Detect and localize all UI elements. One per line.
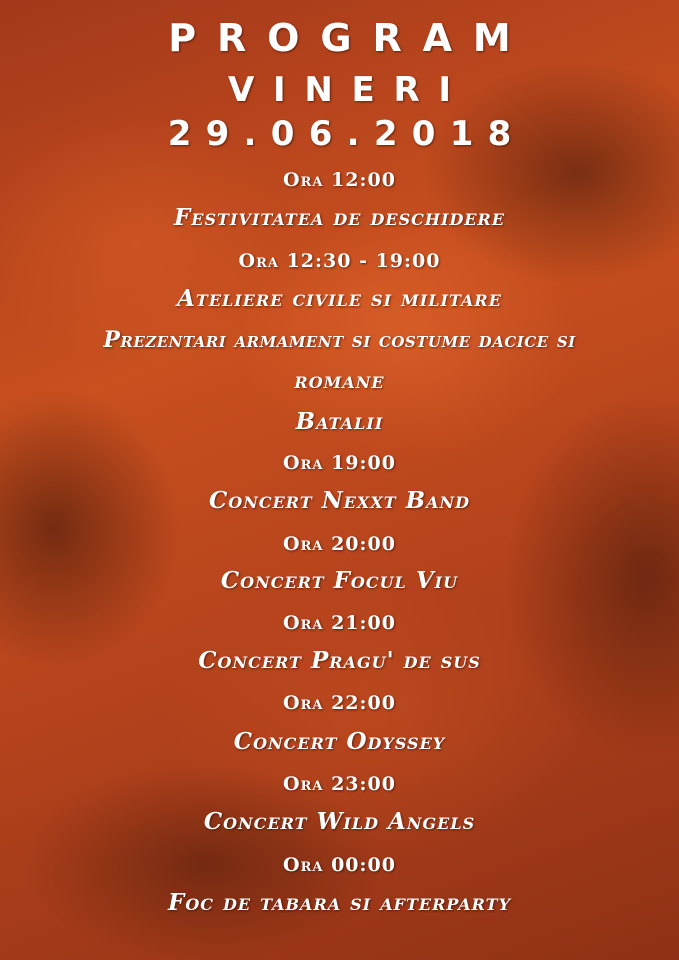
program-day: VINERI xyxy=(228,70,470,110)
event-opening-ceremony: Festivitatea de deschidere xyxy=(173,204,506,231)
time-slot-1900: Ora 19:00 xyxy=(283,452,396,474)
program-date: 29.06.2018 xyxy=(167,114,526,154)
event-campfire-afterparty: Foc de tabara si afterparty xyxy=(167,889,512,916)
event-concert-odyssey: Concert Odyssey xyxy=(233,728,446,755)
time-slot-2100: Ora 21:00 xyxy=(283,612,396,634)
event-concert-focul-viu: Concert Focul Viu xyxy=(220,567,459,594)
event-workshops: Ateliere civile si militare xyxy=(177,285,502,312)
event-concert-wild-angels: Concert Wild Angels xyxy=(203,808,476,835)
event-concert-pragu-de-sus: Concert Pragu' de sus xyxy=(198,647,481,674)
time-slot-1230-1900: Ora 12:30 - 19:00 xyxy=(238,250,441,272)
time-slot-2000: Ora 20:00 xyxy=(283,533,396,555)
time-slot-1200: Ora 12:00 xyxy=(283,169,396,191)
time-slot-2300: Ora 23:00 xyxy=(283,773,396,795)
program-title: PROGRAM xyxy=(168,16,532,60)
event-presentations: Prezentari armament si costume dacice si xyxy=(103,327,576,353)
time-slot-2200: Ora 22:00 xyxy=(283,692,396,714)
event-presentations-cont: romane xyxy=(294,367,385,394)
event-concert-nexxt-band: Concert Nexxt Band xyxy=(208,487,471,514)
event-battles: Batalii xyxy=(295,408,384,435)
time-slot-0000: Ora 00:00 xyxy=(283,854,396,876)
